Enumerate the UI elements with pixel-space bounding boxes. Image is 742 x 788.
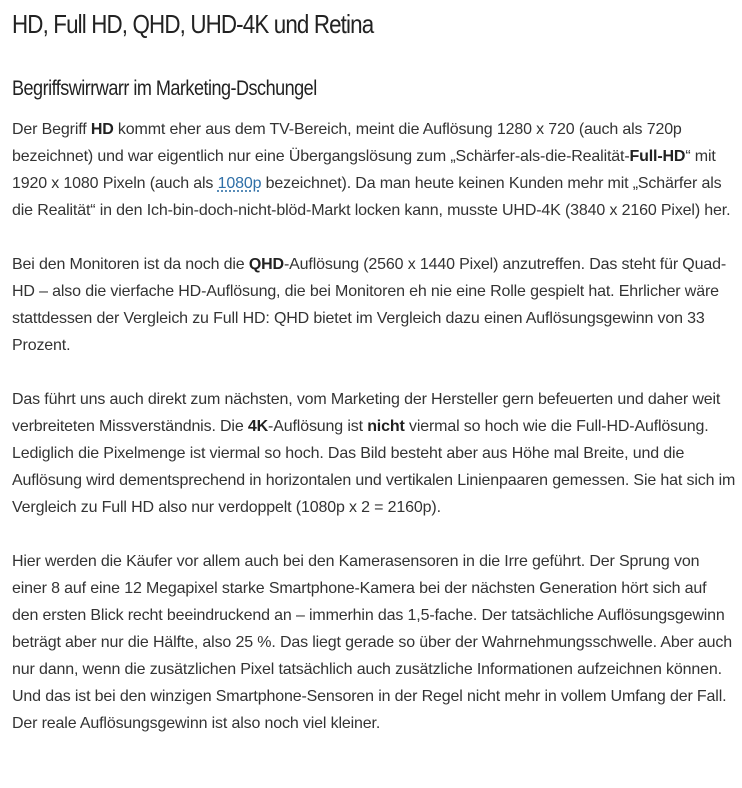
- paragraph-4k: [12, 386, 736, 521]
- text-segment: viermal so hoch wie die Full-HD-Auflösung. Lediglich die Pixelmenge ist viermal so hoch. Das Bild besteht aber aus Höhe mal Breite, und die Auflösung wird dementsprechend in horizontalen und vertikalen Linienpaaren gemessen. Sie hat sich im Vergleich zu Full HD also nur verdoppelt (1080p x 2 = 2160p).: [12, 418, 736, 516]
- bold-term-full-hd: Full-HD: [629, 148, 686, 165]
- bold-term-nicht: nicht: [367, 418, 405, 435]
- article-title: HD, Full HD, QHD, UHD-4K und Retina: [12, 9, 374, 39]
- text-segment: -Auflösung ist: [268, 418, 368, 435]
- link-1080p[interactable]: 1080p: [217, 175, 262, 192]
- text-segment: Das führt uns auch direkt zum nächsten, vom Marketing der Hersteller gern befeuerten und daher weit verbreiteten Missverständnis. Die: [12, 391, 721, 435]
- article: [12, 0, 736, 737]
- text-segment: “ mit 1920 x 1080 Pixeln (auch als: [12, 148, 716, 192]
- bold-term-4k: 4K: [247, 418, 269, 435]
- text-segment: kommt eher aus dem TV-Bereich, meint die Auflösung 1280 x 720 (auch als 720p bezeichnet) und war eigentlich nur eine Übergangslösung zum „Schärfer-als-die-Realität-: [12, 121, 682, 165]
- paragraph-camera-sensors: [12, 548, 736, 737]
- article-subtitle: Begriffswirrwarr im Marketing-Dschungel: [12, 77, 317, 100]
- bold-term-qhd: QHD: [248, 256, 284, 273]
- text-segment: Hier werden die Käufer vor allem auch bei den Kamerasensoren in die Irre geführt. Der Sprung von einer 8 auf eine 12 Megapixel starke Smartphone-Kamera bei der nächsten Generation hört sich auf den ersten Blick recht beeindruckend an – immerhin das 1,5-fache. Der tatsächliche Auflösungsgewinn beträgt aber nur die Hälfte, also 25 %. Das liegt gerade so über der Wahrnehmungsschwelle. Aber auch nur dann, wenn die zusätzlichen Pixel tatsächlich auch zusätzliche Informationen aufzeichnen können. Und das ist bei den winzigen Smartphone-Sensoren in der Regel nicht mehr in vollem Umfang der Fall. Der reale Auflösungsgewinn ist also noch viel kleiner.: [12, 553, 732, 732]
- text-segment: Bei den Monitoren ist da noch die: [12, 256, 249, 273]
- paragraph-hd: [12, 116, 736, 224]
- text-segment: Der Begriff: [12, 121, 91, 138]
- bold-term-hd: HD: [90, 121, 114, 138]
- paragraph-qhd: [12, 251, 736, 359]
- text-segment: bezeichnet). Da man heute keinen Kunden mehr mit „Schärfer als die Realität“ in den Ich-bin-doch-nicht-blöd-Markt locken kann, musste UHD-4K (3840 x 2160 Pixel) her.: [12, 175, 731, 219]
- text-segment: -Auflösung (2560 x 1440 Pixel) anzutreffen. Das steht für Quad-HD – also die vierfache HD-Auflösung, die bei Monitoren eh nie eine Rolle gespielt hat. Ehrlicher wäre stattdessen der Vergleich zu Full HD: QHD bietet im Vergleich dazu einen Auflösungsgewinn von 33 Prozent.: [12, 256, 727, 354]
